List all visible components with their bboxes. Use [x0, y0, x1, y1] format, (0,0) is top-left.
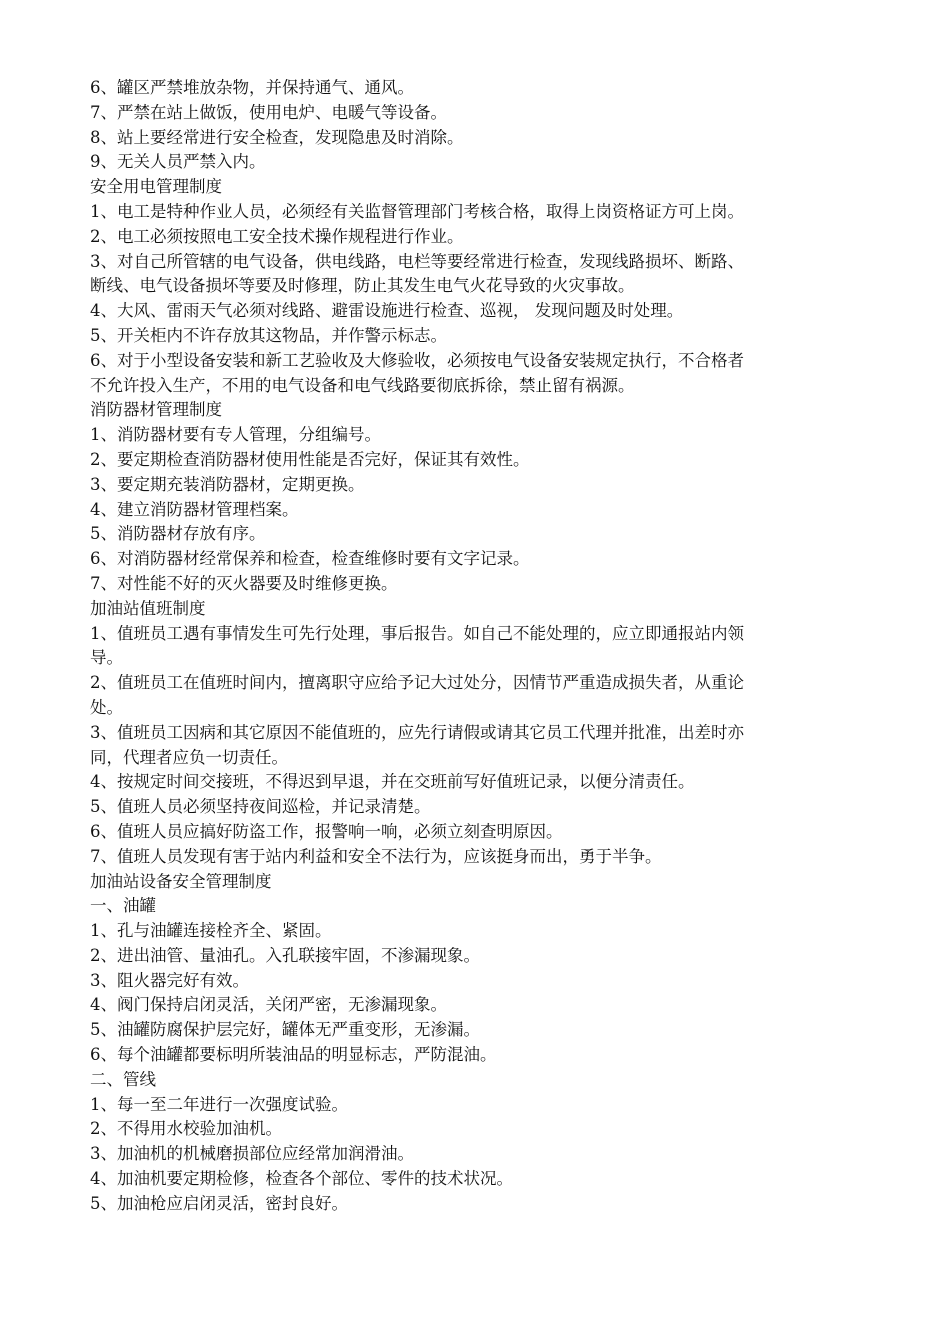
- rule-line: 3、加油机的机械磨损部位应经常加润滑油。: [90, 1144, 414, 1164]
- rule-line: 7、对性能不好的灭火器要及时维修更换。: [90, 573, 398, 593]
- rule-line: 6、对于小型设备安装和新工艺验收及大修验收，必须按电气设备安装规定执行，不合格者: [90, 350, 744, 370]
- rule-line: 8、站上要经常进行安全检查，发现隐患及时消除。: [90, 127, 464, 147]
- rule-line-continuation: 同，代理者应负一切责任。: [90, 747, 288, 767]
- rule-line: 4、按规定时间交接班，不得迟到早退，并在交班前写好值班记录，以便分清责任。: [90, 772, 695, 792]
- rule-line: 2、电工必须按照电工安全技术操作规程进行作业。: [90, 226, 464, 246]
- rule-line: 1、电工是特种作业人员，必须经有关监督管理部门考核合格，取得上岗资格证方可上岗。: [90, 201, 744, 221]
- rule-line: 4、阀门保持启闭灵活，关闭严密，无渗漏现象。: [90, 995, 447, 1015]
- rule-line: 1、孔与油罐连接栓齐全、紧固。: [90, 921, 332, 941]
- section-heading: 加油站设备安全管理制度: [90, 871, 272, 891]
- rule-line: 3、要定期充装消防器材，定期更换。: [90, 474, 365, 494]
- rule-line: 1、每一至二年进行一次强度试验。: [90, 1094, 348, 1114]
- rule-line: 3、阻火器完好有效。: [90, 970, 249, 990]
- rule-line: 9、无关人员严禁入内。: [90, 152, 266, 172]
- rule-line: 5、开关柜内不许存放其这物品，并作警示标志。: [90, 325, 447, 345]
- subsection-heading: 一、油罐: [90, 896, 156, 916]
- rule-line: 5、油罐防腐保护层完好，罐体无严重变形，无渗漏。: [90, 1020, 480, 1040]
- rule-line: 3、值班员工因病和其它原因不能值班的，应先行请假或请其它员工代理并批准，出差时亦: [90, 722, 744, 742]
- section-heading: 安全用电管理制度: [90, 177, 222, 197]
- rule-line: 1、消防器材要有专人管理，分组编号。: [90, 425, 381, 445]
- rule-line: 6、对消防器材经常保养和检查，检查维修时要有文字记录。: [90, 549, 530, 569]
- rule-line: 5、加油枪应启闭灵活，密封良好。: [90, 1193, 348, 1213]
- rule-line: 4、建立消防器材管理档案。: [90, 499, 299, 519]
- rule-line: 6、值班人员应搞好防盗工作，报警响一响，必须立刻查明原因。: [90, 821, 563, 841]
- rule-line: 6、每个油罐都要标明所装油品的明显标志，严防混油。: [90, 1045, 497, 1065]
- rule-line: 3、对自己所管辖的电气设备，供电线路，电栏等要经常进行检查，发现线路损坏、断路、: [90, 251, 744, 271]
- rule-line: 5、消防器材存放有序。: [90, 524, 266, 544]
- rule-line-continuation: 不允许投入生产，不用的电气设备和电气线路要彻底拆徐，禁止留有祸源。: [90, 375, 635, 395]
- document-page: [90, 76, 870, 1217]
- rule-line: 2、值班员工在值班时间内，擅离职守应给予记大过处分，因情节严重造成损失者，从重论: [90, 673, 744, 693]
- rule-line: 1、值班员工遇有事情发生可先行处理，事后报告。如自己不能处理的，应立即通报站内领: [90, 623, 744, 643]
- rule-line: 7、严禁在站上做饭，使用电炉、电暖气等设备。: [90, 102, 447, 122]
- rule-line: 2、要定期检查消防器材使用性能是否完好，保证其有效性。: [90, 449, 530, 469]
- rule-line-continuation: 处。: [90, 697, 123, 717]
- rule-line-continuation: 断线、电气设备损坏等要及时修理，防止其发生电气火花导致的火灾事故。: [90, 276, 635, 296]
- rule-line: 6、罐区严禁堆放杂物，并保持通气、通风。: [90, 78, 414, 97]
- rule-line: 5、值班人员必须坚持夜间巡检，并记录清楚。: [90, 797, 431, 817]
- section-heading: 加油站值班制度: [90, 598, 206, 618]
- rule-line: 4、大风、雷雨天气必须对线路、避雷设施进行检查、巡视， 发现问题及时处理。: [90, 301, 684, 321]
- rule-line: 4、加油机要定期检修，检查各个部位、零件的技术状况。: [90, 1169, 513, 1189]
- rule-line-continuation: 导。: [90, 648, 123, 668]
- rule-line: 2、不得用水校验加油机。: [90, 1119, 282, 1139]
- subsection-heading: 二、管线: [90, 1069, 156, 1089]
- rule-line: 2、进出油管、量油孔。入孔联接牢固，不渗漏现象。: [90, 945, 480, 965]
- section-heading: 消防器材管理制度: [90, 400, 222, 420]
- rule-line: 7、值班人员发现有害于站内利益和安全不法行为，应该挺身而出，勇于半争。: [90, 846, 662, 866]
